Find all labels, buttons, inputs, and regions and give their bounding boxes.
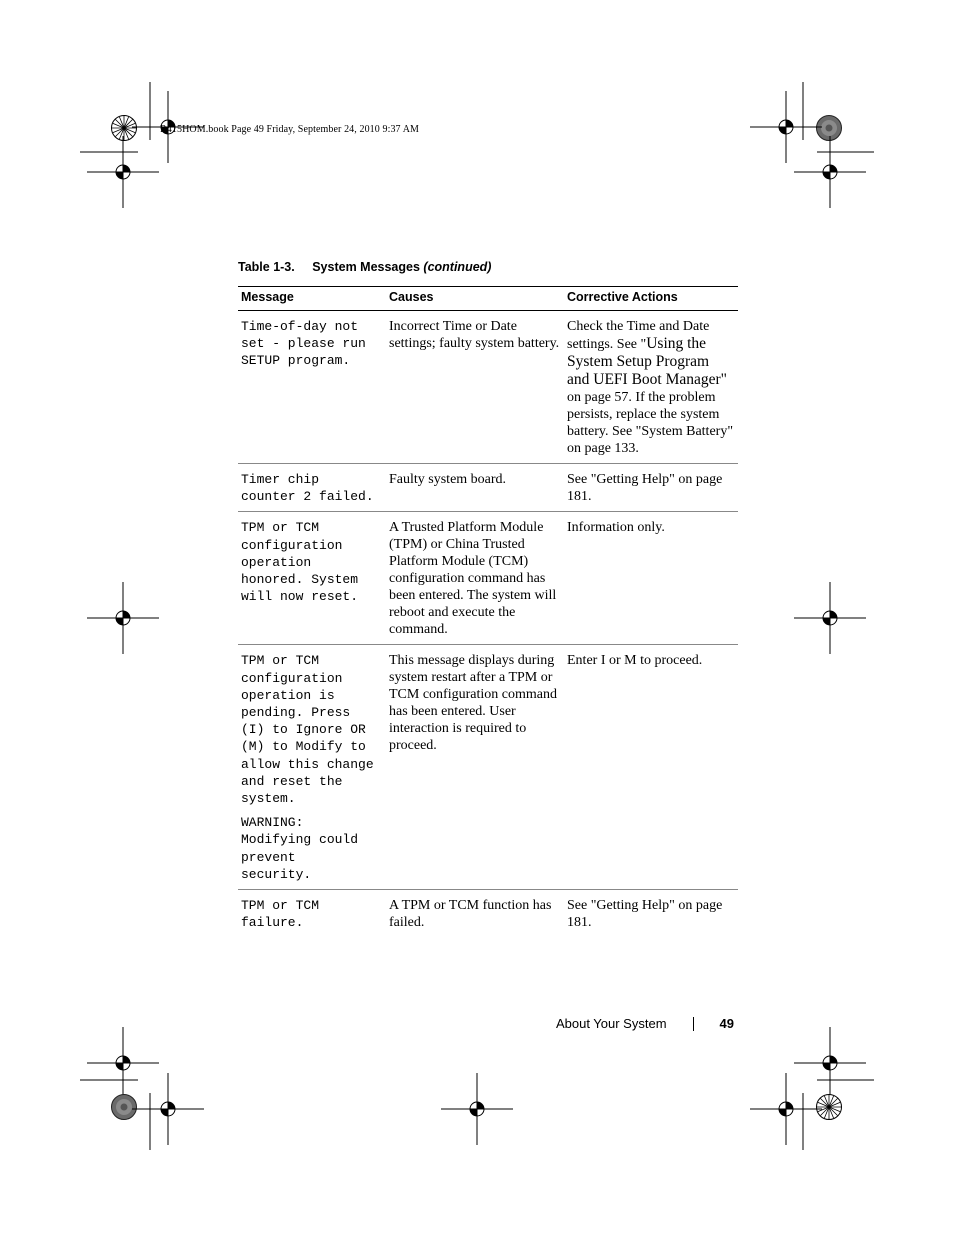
message-text: Time-of-day not set - please run SETUP program. — [241, 319, 366, 369]
table-title: System Messages — [312, 260, 420, 274]
table-row — [238, 464, 738, 512]
table-row — [238, 890, 738, 938]
header-message: Message — [238, 287, 386, 311]
actions-cell: See "Getting Help" on page 181. — [564, 464, 738, 512]
footer-divider — [693, 1017, 694, 1031]
table-row — [238, 512, 738, 645]
table-number: Table 1-3. — [238, 260, 295, 274]
message-text: TPM or TCM failure. — [241, 898, 320, 931]
header-causes: Causes — [386, 287, 564, 311]
system-messages-table — [238, 286, 738, 937]
table-continued: (continued) — [423, 260, 492, 274]
actions-link-text: Using the System Setup Program and UEFI Boot Manager" — [567, 335, 728, 388]
table-caption — [238, 260, 491, 274]
causes-cell: Incorrect Time or Date settings; faulty system battery. — [386, 311, 564, 464]
footer-section-title: About Your System — [555, 1016, 667, 1031]
message-cell — [238, 311, 386, 464]
table-row — [238, 311, 738, 464]
message-cell — [238, 890, 386, 938]
actions-text-part: Check the Time and Date settings. See " — [567, 319, 710, 352]
page-number: 49 — [719, 1016, 734, 1031]
actions-text-part: on page 57. If the problem persists, replace the system battery. See "System Battery" on page 133. — [567, 390, 734, 456]
message-text: TPM or TCM configuration operation is pending. Press (I) to Ignore OR (M) to Modify to allow this change and reset the system. — [241, 653, 374, 807]
causes-cell: This message displays during system restart after a TPM or TCM configuration command has been entered. User interaction is required to proceed. — [386, 645, 564, 890]
actions-cell: Enter I or M to proceed. — [564, 645, 738, 890]
table-header-row — [238, 287, 738, 311]
page-footer — [556, 1016, 734, 1031]
actions-cell — [564, 311, 738, 464]
message-warning-text: WARNING: Modifying could prevent security. — [241, 815, 359, 882]
print-slug: R415HOM.book Page 49 Friday, September 24, 2010 9:37 AM — [160, 124, 420, 135]
message-text: Timer chip counter 2 failed. — [241, 472, 374, 505]
causes-cell: Faulty system board. — [386, 464, 564, 512]
message-cell — [238, 464, 386, 512]
actions-cell: See "Getting Help" on page 181. — [567, 898, 723, 931]
header-corrective-actions: Corrective Actions — [564, 287, 738, 311]
message-cell — [238, 645, 386, 890]
message-text: TPM or TCM configuration operation honored. System will now reset. — [241, 520, 359, 605]
actions-cell: Information only. — [564, 512, 738, 645]
causes-cell: A Trusted Platform Module (TPM) or China Trusted Platform Module (TCM) configuration command has been entered. The system will reboot and execute the command. — [386, 512, 564, 645]
table-row — [238, 645, 738, 890]
causes-cell: A TPM or TCM function has failed. — [389, 898, 552, 931]
message-cell — [238, 512, 386, 645]
